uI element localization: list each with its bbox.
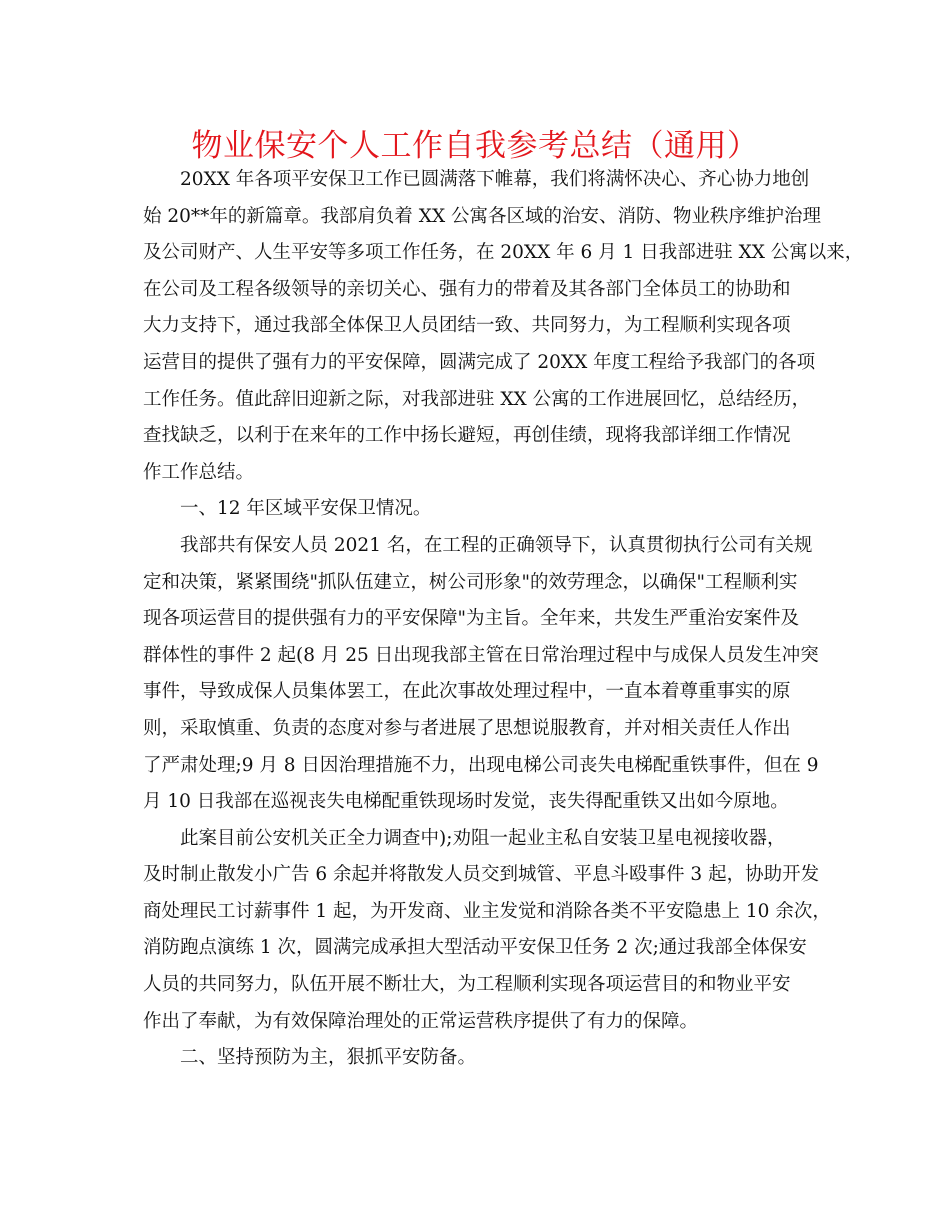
section-heading-2 (143, 1040, 823, 1077)
text-line: 现各项运营目的提供强有力的平安保障"为主旨。全年来，共发生严重治安案件及 (143, 608, 800, 630)
paragraph-case-investigation (143, 821, 831, 1041)
text-line: 作出了奉献，为有效保障治理处的正常运营秩序提供了有力的保障。 (143, 1010, 699, 1032)
text-line: 商处理民工讨薪事件 1 起，为开发商、业主发觉和消除各类不平安隐患上 10 余次， (143, 900, 831, 922)
text-line: 消防跑点演练 1 次，圆满完成承担大型活动平安保卫任务 2 次;通过我部全体保安 (143, 937, 807, 959)
paragraph-intro (143, 162, 864, 491)
text-line: 大力支持下，通过我部全体保卫人员团结一致、共同努力，为工程顺利实现各项 (143, 315, 791, 337)
text-line: 作工作总结。 (143, 461, 255, 483)
text-line: 及时制止散发小广告 6 余起并将散发人员交到城管、平息斗殴事件 3 起，协助开发 (143, 864, 820, 886)
section-heading-text: 一、12 年区域平安保卫情况。 (180, 498, 432, 520)
text-line: 此案目前公安机关正全力调查中);劝阻一起业主私自安装卫星电视接收器， (180, 827, 786, 849)
text-line: 始 20**年的新篇章。我部肩负着 XX 公寓各区域的治安、消防、物业秩序维护治理 (143, 205, 822, 227)
text-line: 在公司及工程各级领导的亲切关心、强有力的带着及其各部门全体员工的协助和 (143, 278, 791, 300)
text-line: 群体性的事件 2 起(8 月 25 日出现我部主管在日常治理过程中与成保人员发生冲突 (143, 644, 819, 666)
text-line: 我部共有保安人员 2021 名，在工程的正确领导下，认真贯彻执行公司有关规 (180, 534, 813, 556)
section-heading-1 (143, 491, 823, 528)
paragraph-security-status (143, 528, 823, 821)
text-line: 查找缺乏，以利于在来年的工作中扬长避短，再创佳绩，现将我部详细工作情况 (143, 425, 791, 447)
document-body (143, 162, 864, 1077)
text-line: 则，采取慎重、负责的态度对参与者进展了思想说服教育，并对相关责任人作出 (143, 717, 791, 739)
text-line: 工作任务。值此辞旧迎新之际，对我部进驻 XX 公寓的工作进展回忆，总结经历， (143, 388, 811, 410)
document-title: 物业保安个人工作自我参考总结（通用） (191, 128, 759, 164)
text-line: 运营目的提供了强有力的平安保障，圆满完成了 20XX 年度工程给予我部门的各项 (143, 351, 816, 373)
text-line: 事件，导致成保人员集体罢工，在此次事故处理过程中，一直本着尊重事实的原 (143, 681, 791, 703)
text-line: 定和决策，紧紧围绕"抓队伍建立，树公司形象"的效劳理念，以确保"工程顺利实 (143, 571, 798, 593)
section-heading-text: 二、坚持预防为主，狠抓平安防备。 (180, 1047, 477, 1069)
text-line: 了严肃处理;9 月 8 日因治理措施不力，出现电梯公司丧失电梯配重铁事件，但在 9 (143, 754, 819, 776)
text-line: 人员的共同努力，队伍开展不断壮大，为工程顺利实现各项运营目的和物业平安 (143, 974, 791, 996)
text-line: 20XX 年各项平安保卫工作已圆满落下帷幕，我们将满怀决心、齐心协力地创 (180, 169, 810, 190)
text-line: 及公司财产、人生平安等多项工作任务，在 20XX 年 6 月 1 日我部进驻 XX 公寓以来， (143, 242, 864, 264)
text-line: 月 10 日我部在巡视丧失电梯配重铁现场时发觉，丧失得配重铁又出如今原地。 (143, 791, 789, 813)
